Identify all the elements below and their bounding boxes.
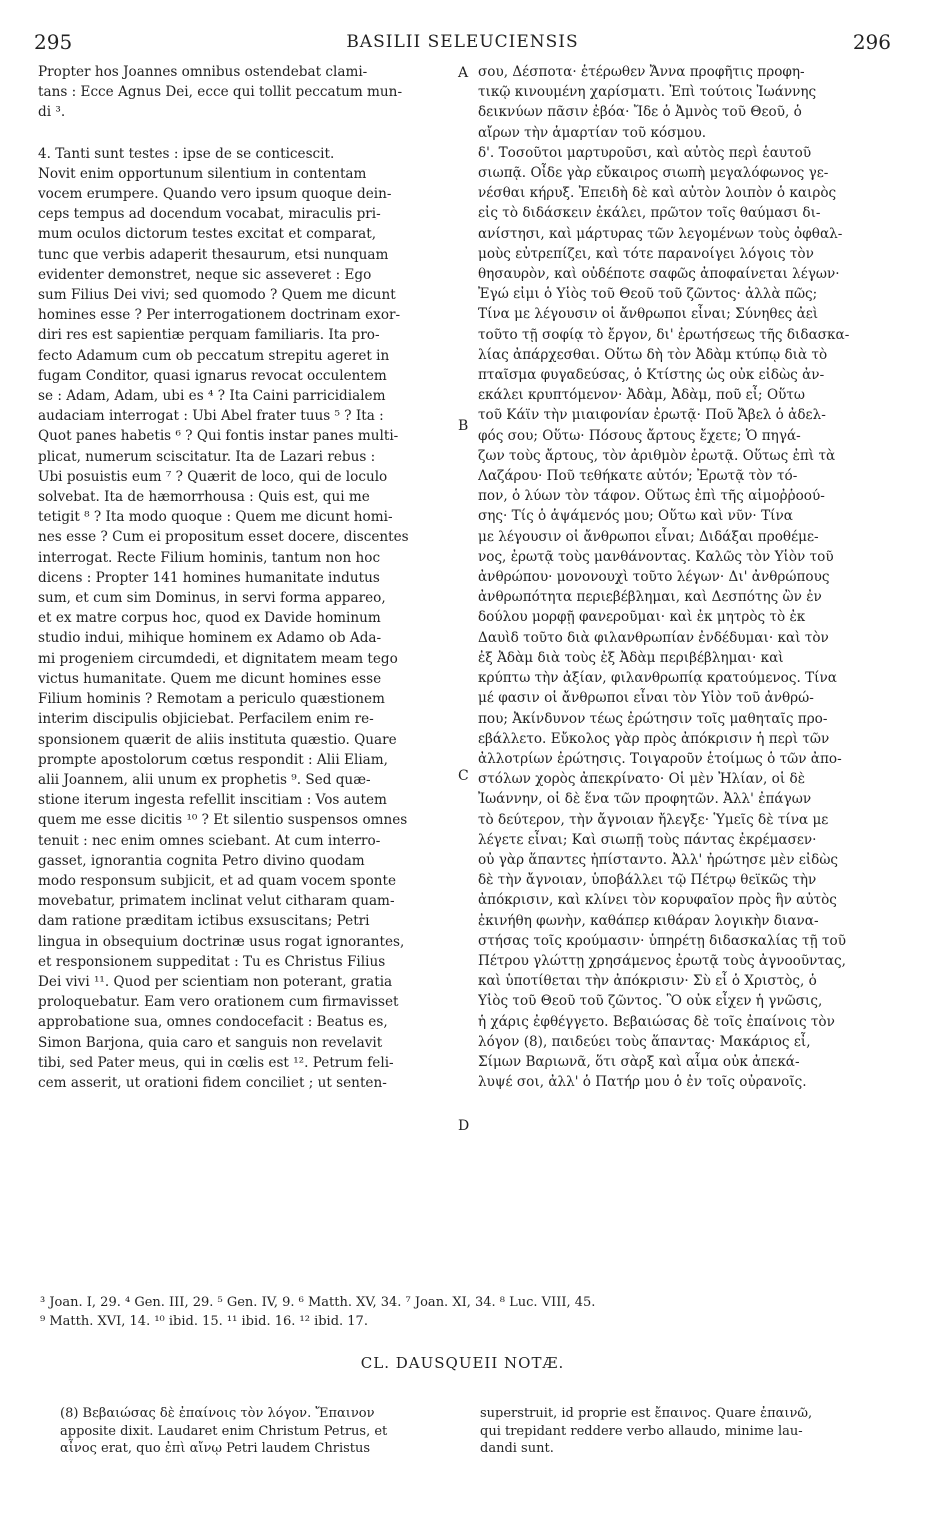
- latin-text-line: tans : Ecce Agnus Dei, ecce qui tollit peccatum mun-: [38, 84, 403, 101]
- greek-text-line: καὶ ὑποτίθεται τὴν ἀπόκρισιν· Σὺ εἶ ὁ Χριστὸς, ὁ: [478, 973, 817, 990]
- latin-text-line: homines esse ? Per interrogationem doctrinam exor-: [38, 307, 401, 324]
- latin-text-line: alii Joannem, alii unum ex prophetis ⁹. Sed quæ-: [38, 771, 371, 788]
- greek-text-line: εκάλει κρυπτόμενον· Ἀδὰμ, Ἀδὰμ, ποῦ εἶ; Οὕτω: [478, 387, 805, 404]
- greek-text-line: εἰς τὸ διδάσκειν ἐκάλει, πρῶτον τοῖς θαύμασι δι-: [478, 205, 821, 222]
- greek-text-line: θησαυρὸν, καὶ οὐδέποτε σαφῶς ἀποφαίνεται λέγων·: [478, 266, 840, 283]
- greek-text-line: Σίμων Βαριωνᾶ, ὅτι σὰρξ καὶ αἷμα οὐκ ἀπεκά-: [478, 1053, 800, 1070]
- note-line: dandi sunt.: [480, 1441, 554, 1456]
- greek-text-line: δεικνύων πᾶσιν ἐβόα· Ἴδε ὁ Ἀμνὸς τοῦ Θεοῦ, ὁ: [478, 104, 802, 121]
- latin-text-line: Quot panes habetis ⁶ ? Qui fontis instar panes multi-: [38, 428, 399, 445]
- latin-text-line: cem asserit, ut orationi fidem conciliet ; ut senten-: [38, 1074, 387, 1091]
- latin-text-line: sponsionem quærit de aliis instituta quæstio. Quare: [38, 731, 397, 748]
- greek-text-line: μέ φασιν οἱ ἄνθρωποι εἶναι τὸν Υἱὸν τοῦ ἀνθρώ-: [478, 690, 814, 707]
- latin-text-line: mum oculos dictorum testes excitat et comparat,: [38, 226, 377, 243]
- greek-text-line: ἀνθρώπου· μονονουχὶ τοῦτο λέγων· Δι' ἀνθρώπους: [478, 569, 830, 586]
- greek-text-line: κρύπτω τὴν ἀξίαν, φιλανθρωπίᾳ κρατούμενος. Τίνα: [478, 670, 837, 687]
- greek-text-line: σιωπᾷ. Οἶδε γὰρ εὔκαιρος σιωπὴ μεγαλόφωνος γε-: [478, 165, 829, 182]
- greek-column: [478, 62, 886, 1092]
- latin-text-line: sum Filius Dei vivi; sed quomodo ? Quem me dicunt: [38, 287, 396, 304]
- latin-text-line: sum, et cum sim Dominus, in servi forma appareo,: [38, 590, 386, 607]
- latin-text-line: interrogat. Recte Filium hominis, tantum non hoc: [38, 549, 381, 566]
- note-line: apposite dixit. Laudaret enim Christum Petrus, et: [60, 1423, 388, 1439]
- latin-text-line: solvebat. Ita de hæmorrhousa : Quis est, qui me: [38, 489, 370, 506]
- greek-text-line: στόλων χορὸς ἀπεκρίνατο· Οἱ μὲν Ἠλίαν, οἱ δὲ: [478, 771, 805, 788]
- latin-text-line: proloquebatur. Eam vero orationem cum firmavisset: [38, 994, 399, 1011]
- latin-text-line: Novit enim opportunum silentium in contentam: [38, 165, 367, 182]
- note-line: qui trepidant reddere verbo allaudo, minime lau-: [480, 1423, 803, 1439]
- latin-text-line: plicat, numerum sciscitatur. Ita de Lazari rebus :: [38, 448, 376, 465]
- latin-text-line: quem me esse dicitis ¹⁰ ? Et silentio suspensos omnes: [38, 812, 408, 829]
- running-title: BASILII SELEUCIENSIS: [346, 32, 579, 52]
- latin-text-line: Filium hominis ? Remotam a periculo quæstionem: [38, 691, 385, 708]
- greek-text-line: πον, ὁ λύων τὸν τάφον. Οὕτως ἐπὶ τῆς αἱμοῤῥοού-: [478, 488, 825, 505]
- latin-text-line: Propter hos Joannes omnibus ostendebat clami-: [38, 64, 368, 80]
- page-number-right: 296: [852, 30, 891, 54]
- latin-text-line: diri res est sapientiæ perquam familiaris. Ita pro-: [38, 327, 380, 344]
- greek-text-line: λόγον (8), παιδεύει τοὺς ἅπαντας· Μακάριος εἶ,: [478, 1033, 811, 1050]
- footnote-line: ⁹ Matth. XVI, 14. ¹⁰ ibid. 15. ¹¹ ibid. 16. ¹² ibid. 17.: [40, 1314, 368, 1329]
- margin-marker-c: C: [458, 768, 469, 784]
- latin-text-line: ceps tempus ad docendum vocabat, miraculis pri-: [38, 206, 381, 223]
- greek-text-line: αἴρων τὴν ἁμαρτίαν τοῦ κόσμου.: [478, 124, 707, 141]
- latin-text-line: 4. Tanti sunt testes : ipse de se conticescit.: [38, 145, 335, 162]
- latin-text-line: vocem erumpere. Quando vero ipsum quoque dein-: [38, 186, 392, 203]
- latin-text-line: et ex matre corpus hoc, quod ex Davide hominum: [38, 610, 381, 627]
- margin-marker-a: A: [458, 65, 469, 81]
- latin-text-line: et responsionem suppeditat : Tu es Christus Filius: [38, 953, 386, 970]
- greek-text-line: ἡ χάρις ἐφθέγγετο. Βεβαιώσας δὲ τοῖς ἐπαίνοις τὸν: [478, 1013, 835, 1030]
- greek-text-line: που; Ἀκίνδυνον τέως ἐρώτησιν τοῖς μαθηταῖς προ-: [478, 710, 828, 727]
- greek-text-line: τικῷ κινουμένη χαρίσματι. Ἐπὶ τούτοις Ἰωάννης: [478, 84, 817, 101]
- greek-text-line: Πέτρου γλώττῃ χρησάμενος ἐρωτᾷ τοὺς ἀγνοοῦντας,: [478, 952, 846, 969]
- page-number-left: 295: [34, 30, 73, 54]
- latin-text-line: dicens : Propter 141 homines humanitate indutus: [38, 569, 380, 586]
- latin-text-line: mi progeniem circumdedi, et dignitatem meam tego: [38, 650, 398, 667]
- latin-text-line: tibi, sed Pater meus, qui in cœlis est ¹². Petrum feli-: [38, 1054, 394, 1071]
- notes-right-column: [480, 1405, 890, 1458]
- greek-text-line: νέσθαι κήρυξ. Ἐπειδὴ δὲ καὶ αὐτὸν λοιπὸν ὁ καιρὸς: [478, 185, 837, 202]
- greek-text-line: μοὺς εὐτρεπίζει, καὶ τότε παρανοίγει λόγοις τὸν: [478, 245, 814, 262]
- note-line: superstruit, id proprie est ἔπαινος. Quare ἐπαινῶ,: [480, 1406, 813, 1421]
- margin-marker-b: B: [458, 418, 469, 434]
- latin-text-line: Simon Barjona, quia caro et sanguis non revelavit: [38, 1034, 383, 1051]
- latin-text-line: dam ratione præditam ictibus exsuscitans; Petri: [38, 913, 370, 930]
- latin-text-line: prompte apostolorum cœtus respondit : Alii Eliam,: [38, 751, 388, 768]
- greek-text-line: ἐκινήθη φωνὴν, καθάπερ κιθάραν λογικὴν διανα-: [478, 912, 819, 929]
- greek-text-line: λυψέ σοι, ἀλλ' ὁ Πατήρ μου ὁ ἐν τοῖς οὐρανοῖς.: [478, 1074, 807, 1091]
- greek-text-line: τὸ δεύτερον, τὴν ἄγνοιαν ἤλεγξε· Ὑμεῖς δὲ τίνα με: [478, 811, 829, 828]
- latin-text-line: Ubi posuistis eum ⁷ ? Quærit de loco, qui de loculo: [38, 468, 388, 485]
- note-line: αἶνος erat, quo ἐπὶ αἴνῳ Petri laudem Christus: [60, 1441, 371, 1456]
- latin-text-line: victus humanitate. Quem me dicunt homines esse: [38, 670, 382, 687]
- latin-text-line: tunc que verbis adaperit thesaurum, etsi nunquam: [38, 246, 389, 263]
- latin-text-line: tetigit ⁸ ? Ita modo quoque : Quem me dicunt homi-: [38, 509, 393, 526]
- running-header: [34, 30, 891, 56]
- latin-text-line: fugam Conditor, quasi ignarus revocat occulentem: [38, 367, 387, 384]
- greek-text-line: λίας ἀπάρχεσθαι. Οὕτω δὴ τὸν Ἀδὰμ κτύπῳ διὰ τὸ: [478, 346, 828, 363]
- latin-text-line: tenuit : nec enim omnes sciebant. At cum interro-: [38, 832, 381, 849]
- latin-text-line: se : Adam, Adam, ubi es ⁴ ? Ita Caini parricidialem: [38, 388, 386, 405]
- greek-text-line: τοῦτο τῇ σοφίᾳ τὸ ἔργον, δι' ἐρωτήσεως τῆς διδασκα-: [478, 326, 850, 343]
- greek-text-line: Ἰωάννην, οἱ δὲ ἕνα τῶν προφητῶν. Ἀλλ' ἐπάγων: [478, 791, 812, 808]
- latin-text-line: modo responsum subjicit, et ad quam vocem sponte: [38, 872, 397, 889]
- note-line: (8) Βεβαιώσας δὲ ἐπαίνοις τὸν λόγον. Ἔπαινον: [60, 1406, 375, 1421]
- footnote-line: ³ Joan. I, 29. ⁴ Gen. III, 29. ⁵ Gen. IV, 9. ⁶ Matth. XV, 34. ⁷ Joan. XI, 34. ⁸ Luc. VIII, 45.: [40, 1295, 596, 1310]
- margin-marker-d: D: [458, 1118, 470, 1134]
- latin-text-line: [38, 123, 450, 144]
- footnotes: [40, 1293, 890, 1331]
- greek-text-line: λέγετε εἶναι; Καὶ σιωπῇ τοὺς πάντας ἐκρέμασεν·: [478, 831, 817, 848]
- greek-text-line: δούλου μορφῇ φανεροῦμαι· καὶ ἐκ μητρὸς τὸ ἐκ: [478, 609, 806, 626]
- greek-text-line: φός σου; Οὕτω· Πόσους ἄρτους ἔχετε; Ὁ πηγά-: [478, 427, 801, 444]
- greek-text-line: ἀπόκρισιν, καὶ κλίνει τὸν κορυφαῖον πρὸς ἣν αὐτὸς: [478, 892, 837, 909]
- latin-column: [38, 62, 450, 1093]
- greek-text-line: Τίνα με λέγουσιν οἱ ἄνθρωποι εἶναι; Σύνηθες ἀεὶ: [478, 306, 819, 323]
- greek-text-line: σου, Δέσποτα· ἑτέρωθεν Ἄννα προφῆτις προφη-: [478, 64, 805, 80]
- greek-text-line: Ἐγώ εἰμι ὁ Υἱὸς τοῦ Θεοῦ τοῦ ζῶντος· ἀλλὰ πῶς;: [478, 286, 818, 303]
- greek-text-line: Δαυὶδ τοῦτο διὰ φιλανθρωπίαν ἐνδέδυμαι· καὶ τὸν: [478, 629, 829, 646]
- greek-text-line: ανίστησι, καὶ μάρτυρας τῶν λεγομένων τοὺς ὀφθαλ-: [478, 225, 843, 242]
- latin-text-line: stione iterum ingesta refellit inscitiam : Vos autem: [38, 792, 387, 809]
- greek-text-line: ζων τοὺς ἄρτους, τὸν ἀριθμὸν ἐρωτᾷ. Οὕτως ἐπὶ τὰ: [478, 447, 836, 464]
- latin-text-line: lingua in obsequium doctrinæ usus rogat ignorantes,: [38, 933, 405, 950]
- latin-text-line: di ³.: [38, 104, 66, 121]
- greek-text-line: ἀλλοτρίων ἐρώτησις. Τοιγαροῦν ἑτοίμως ὁ τῶν ἀπο-: [478, 750, 842, 767]
- greek-text-line: Υἱὸς τοῦ Θεοῦ τοῦ ζῶντος. Ὃ οὐκ εἶχεν ἡ γνῶσις,: [478, 993, 823, 1010]
- latin-text-line: movebatur, primatem inclinat velut citharam quam-: [38, 893, 395, 910]
- latin-text-line: nes esse ? Cum ei propositum esset docere, discentes: [38, 529, 409, 546]
- latin-text-line: studio indui, mihique hominem ex Adamo ob Ada-: [38, 630, 382, 647]
- greek-text-line: δ'. Τοσοῦτοι μαρτυροῦσι, καὶ αὐτὸς περὶ ἑαυτοῦ: [478, 144, 812, 161]
- greek-text-line: με λέγουσιν οἱ ἄνθρωποι εἶναι; Διδάξαι προθέμε-: [478, 528, 819, 545]
- greek-text-line: νος, ἐρωτᾷ τοὺς μανθάνοντας. Καλῶς τὸν Υἱὸν τοῦ: [478, 548, 834, 565]
- greek-text-line: τοῦ Κάϊν τὴν μιαιφονίαν ἐρωτᾷ· Ποῦ Ἄβελ ὁ ἀδελ-: [478, 407, 826, 424]
- latin-text-line: Dei vivi ¹¹. Quod per scientiam non poterant, gratia: [38, 973, 393, 990]
- greek-text-line: πταῖσμα φυγαδεύσας, ὁ Κτίστης ὡς οὐκ εἰδὼς ἀν-: [478, 367, 825, 384]
- greek-text-line: δὲ τὴν ἄγνοιαν, ὑποβάλλει τῷ Πέτρῳ θεϊκῶς τὴν: [478, 872, 817, 889]
- greek-text-line: στήσας τοῖς κρούμασιν· ὑπηρέτῃ διδασκαλίας τῇ τοῦ: [478, 932, 846, 949]
- latin-text-line: approbatione sua, omnes condocefacit : Beatus es,: [38, 1014, 388, 1031]
- latin-text-line: gasset, ignorantia cognita Petro divino quodam: [38, 852, 365, 869]
- notes-title: CL. DAUSQUEII NOTÆ.: [360, 1354, 565, 1372]
- latin-text-line: interim discipulis objiciebat. Perfacilem enim re-: [38, 711, 374, 728]
- latin-text-line: audaciam interrogat : Ubi Abel frater tuus ⁵ ? Ita :: [38, 408, 384, 425]
- greek-text-line: εβάλλετο. Εὔκολος γὰρ πρὸς ἀπόκρισιν ἡ περὶ τῶν: [478, 730, 830, 747]
- greek-text-line: σης· Τίς ὁ ἁψάμενός μου; Οὕτω καὶ νῦν· Τίνα: [478, 508, 793, 525]
- latin-text-line: evidenter demonstret, neque sic asseveret : Ego: [38, 266, 372, 283]
- greek-text-line: οὐ γὰρ ἅπαντες ἠπίσταντο. Ἀλλ' ἠρώτησε μὲν εἰδὼς: [478, 851, 839, 868]
- latin-text-line: fecto Adamum cum ob peccatum strepitu ageret in: [38, 347, 390, 364]
- greek-text-line: Λαζάρου· Ποῦ τεθήκατε αὐτόν; Ἐρωτᾷ τὸν τό-: [478, 468, 798, 485]
- notes-left-column: [60, 1405, 460, 1458]
- greek-text-line: ἀνθρωπότητα περιεβέβλημαι, καὶ Δεσπότης ὢν ἐν: [478, 589, 822, 606]
- greek-text-line: ἐξ Ἀδὰμ διὰ τοὺς ἐξ Ἀδὰμ περιβέβλημαι· καὶ: [478, 649, 784, 666]
